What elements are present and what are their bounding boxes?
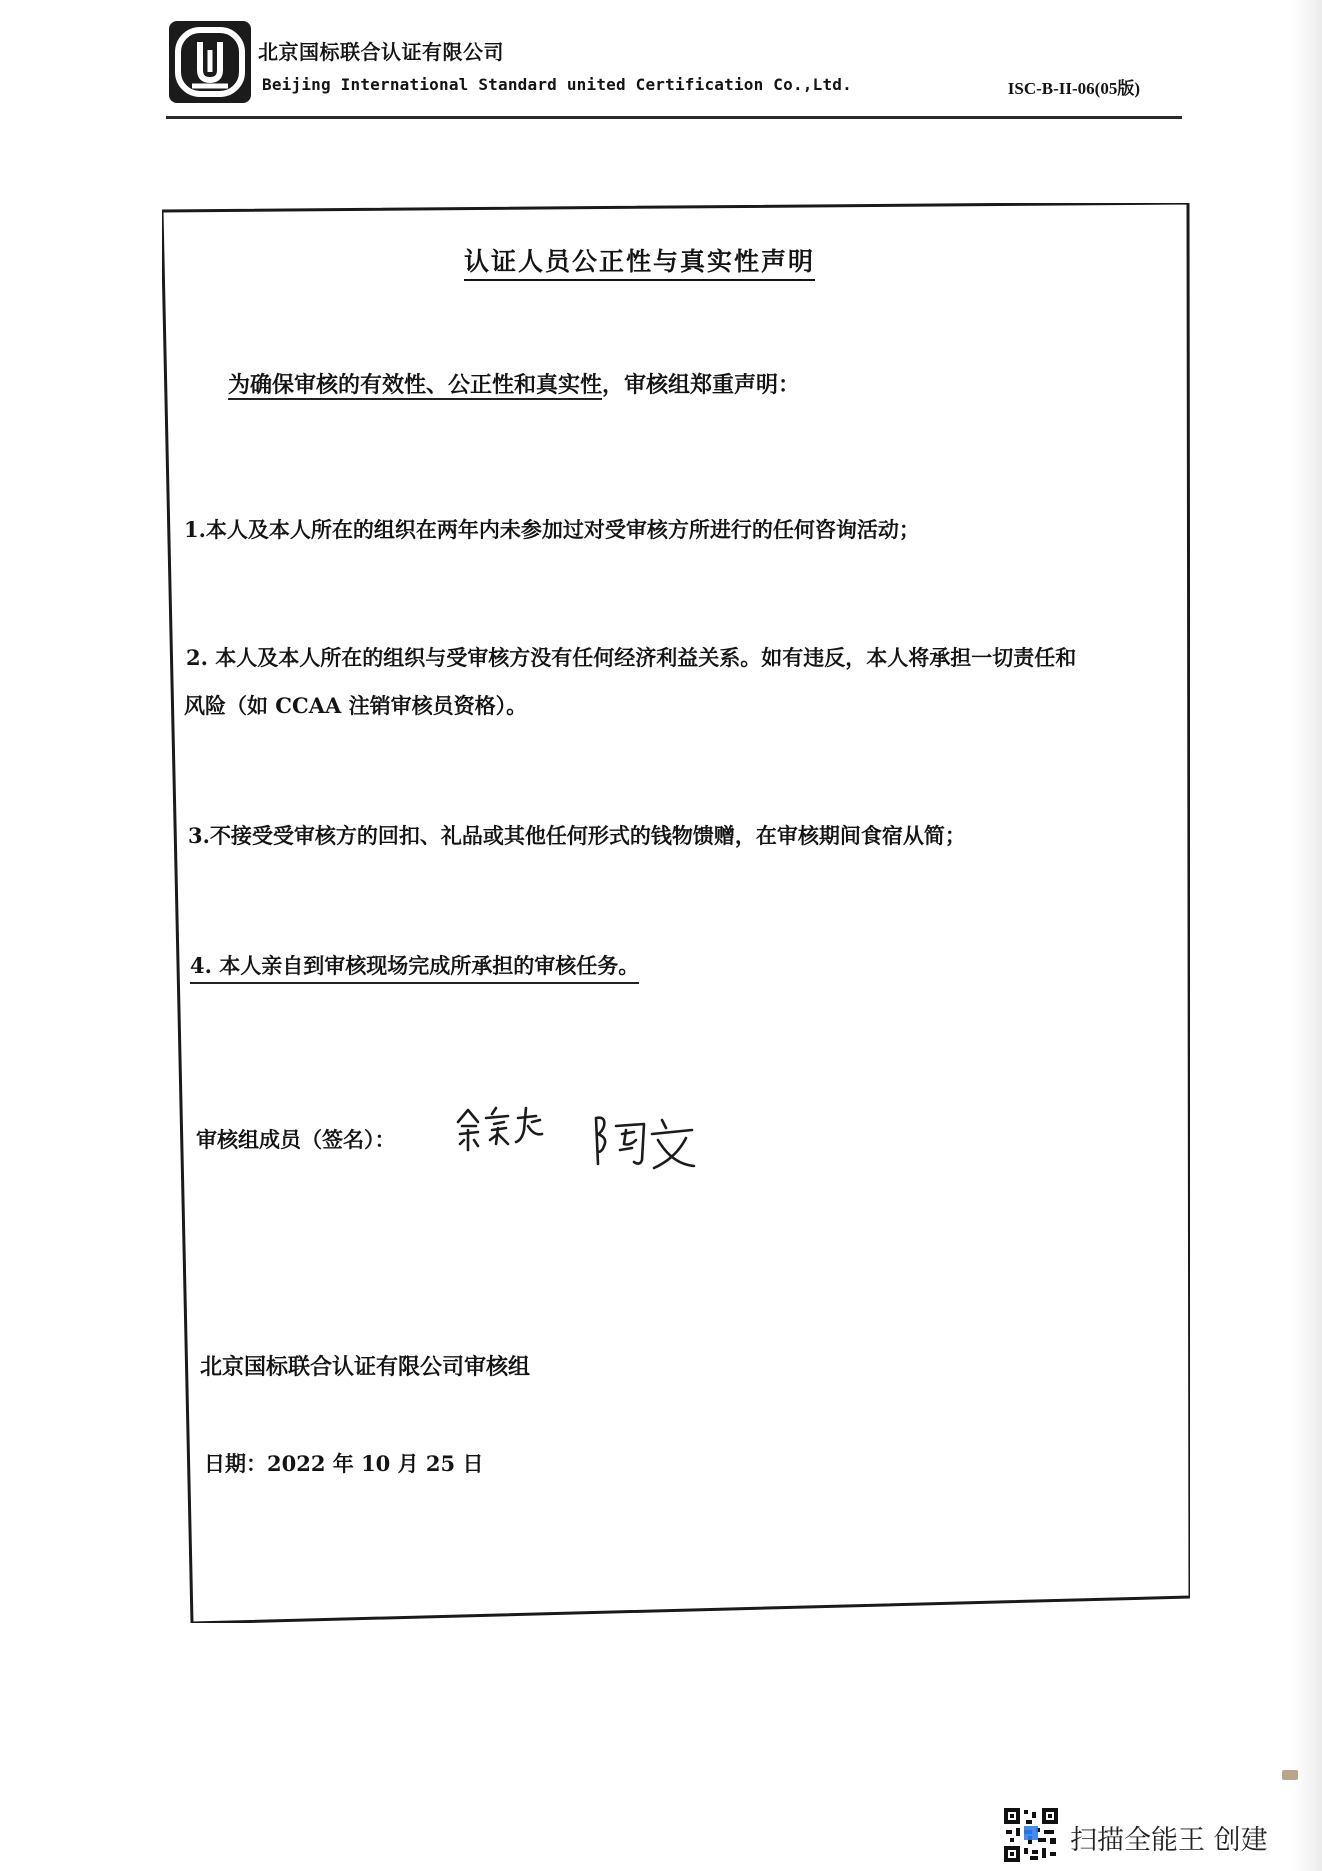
letterhead: [166, 20, 1182, 120]
clause-2-line-2: 风险（如 CCAA 注销审核员资格）。: [184, 693, 528, 718]
scanner-watermark: [1002, 1806, 1302, 1864]
company-name-en: Beijing International Standard united Certification Co.,Ltd.: [262, 75, 852, 94]
intro-underlined: 为确保审核的有效性、公正性和真实性: [228, 372, 603, 398]
declaration-date: 日期：2022 年 10 月 25 日: [204, 1451, 484, 1476]
document-code: ISC-B-II-06(05版): [1007, 79, 1140, 98]
clause-4: 4. 本人亲自到审核现场完成所承担的审核任务。: [190, 950, 639, 984]
company-logo-icon: [168, 20, 252, 104]
handwritten-signatures: [448, 1100, 708, 1180]
header-divider: [166, 116, 1182, 119]
declaration-title: 认证人员公正性与真实性声明: [464, 242, 815, 281]
intro-rest: ，审核组郑重声明：: [602, 372, 801, 398]
scanner-watermark-text: 扫描全能王 创建: [1070, 1825, 1268, 1856]
qr-code-icon: [1002, 1806, 1060, 1864]
clause-1: 1.本人及本人所在的组织在两年内未参加过对受审核方所进行的任何咨询活动；: [184, 517, 920, 542]
scan-artifact: [1282, 1770, 1298, 1780]
declaration-border: [162, 203, 1190, 1623]
issuing-organization: 北京国标联合认证有限公司审核组: [200, 1354, 531, 1380]
intro-paragraph: [228, 368, 800, 399]
signers-label: 审核组成员（签名）：: [196, 1127, 396, 1152]
scan-edge-shadow: [1290, 0, 1322, 1871]
company-name-cn: 北京国标联合认证有限公司: [258, 40, 504, 64]
clause-2-line-1: 2. 本人及本人所在的组织与受审核方没有任何经济利益关系。如有违反，本人将承担一切责任和: [186, 645, 1077, 670]
clause-3: 3.不接受受审核方的回扣、礼品或其他任何形式的钱物馈赠，在审核期间食宿从简；: [188, 823, 966, 848]
